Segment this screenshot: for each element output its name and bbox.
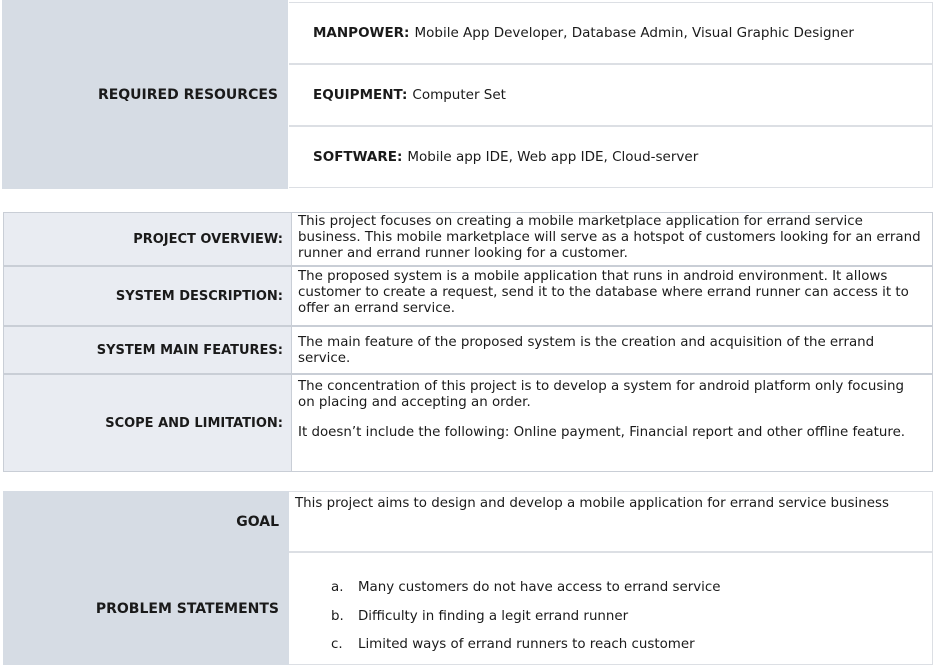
- problem-item: a. Many customers do not have access to errand service: [331, 580, 721, 595]
- goal-cell: [289, 491, 933, 552]
- system-description-row: [3, 266, 933, 326]
- project-overview-label: PROJECT OVERVIEW:: [3, 212, 292, 266]
- required-resources-label: REQUIRED RESOURCES: [2, 0, 288, 189]
- problem-item: b. Difficulty in finding a legit errand runner: [331, 609, 629, 624]
- manpower-key: MANPOWER:: [313, 25, 410, 41]
- software-key: SOFTWARE:: [313, 149, 403, 165]
- software-row: [289, 126, 933, 188]
- project-overview-row: [3, 212, 933, 266]
- problem-statements-label: PROBLEM STATEMENTS: [3, 552, 289, 665]
- goal-text: This project aims to design and develop a mobile application for errand service business: [295, 496, 889, 511]
- goal-label: GOAL: [3, 491, 289, 552]
- scope-limitation-text: The concentration of this project is to develop a system for android platform only focusing on placing and accepting an order. It doesn’t include the following: Online payment, Financial report and other offline feature.: [292, 374, 933, 472]
- equipment-value: Computer Set: [412, 87, 506, 103]
- system-main-features-label: SYSTEM MAIN FEATURES:: [3, 326, 292, 374]
- equipment-key: EQUIPMENT:: [313, 87, 408, 103]
- scope-limitation-row: [3, 374, 933, 472]
- scope-limitation-label: SCOPE AND LIMITATION:: [3, 374, 292, 472]
- system-description-text: The proposed system is a mobile application that runs in android environment. It allows customer to create a request, send it to the database where errand runner can access it to offer an errand service.: [292, 266, 933, 326]
- equipment-row: [289, 64, 933, 126]
- problem-statements-cell: [289, 552, 933, 665]
- software-value: Mobile app IDE, Web app IDE, Cloud-server: [407, 149, 699, 165]
- system-main-features-text: The main feature of the proposed system is the creation and acquisition of the errand service.: [292, 326, 933, 374]
- system-description-label: SYSTEM DESCRIPTION:: [3, 266, 292, 326]
- problem-item: c. Limited ways of errand runners to reach customer: [331, 637, 695, 652]
- manpower-value: Mobile App Developer, Database Admin, Visual Graphic Designer: [414, 25, 854, 41]
- project-overview-text: This project focuses on creating a mobile marketplace application for errand service business. This mobile marketplace will serve as a hotspot of customers looking for an errand runner and errand runner looking for a customer.: [292, 212, 933, 266]
- system-main-features-row: [3, 326, 933, 374]
- manpower-row: [289, 2, 933, 64]
